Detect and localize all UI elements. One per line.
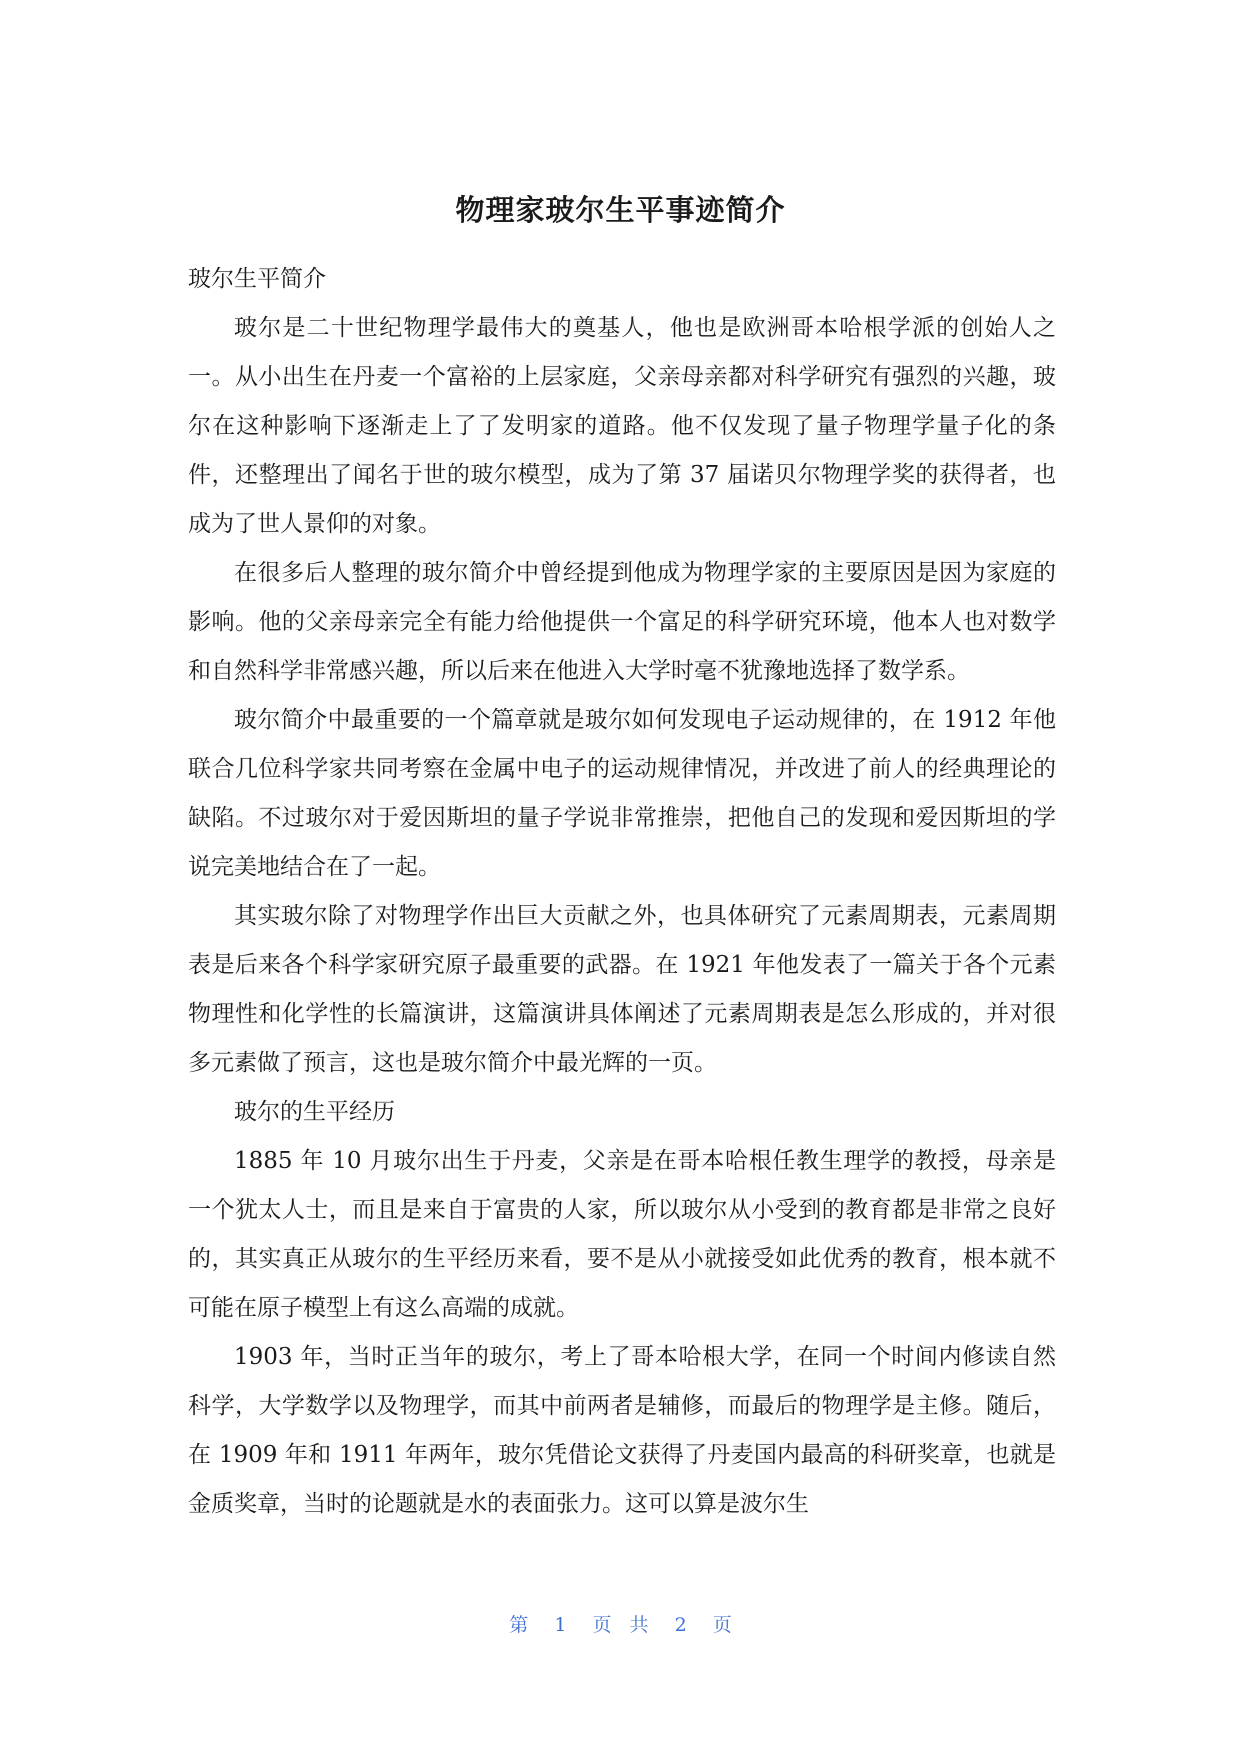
- page-title: 物理家玻尔生平事迹简介: [455, 193, 786, 227]
- paragraph: 1885 年 10 月玻尔出生于丹麦，父亲是在哥本哈根任教生理学的教授，母亲是一个犹太人士，而且是来自于富贵的人家，所以玻尔从小受到的教育都是非常之良好的，其实真正从玻尔的生平经历来看，要不是从小就接受如此优秀的教育，根本就不可能在原子模型上有这么高端的成就。: [188, 1148, 1056, 1321]
- section-heading: 玻尔生平简介: [188, 266, 326, 292]
- footer-middle: 页 共: [592, 1614, 649, 1636]
- paragraph: 其实玻尔除了对物理学作出巨大贡献之外，也具体研究了元素周期表，元素周期表是后来各个科学家研究原子最重要的武器。在 1921 年他发表了一篇关于各个元素物理性和化学性的长篇演讲，这篇演讲具体阐述了元素周期表是怎么形成的，并对很多元素做了预言，这也是玻尔简介中最光辉的一页。: [188, 903, 1056, 1076]
- document-body: [188, 255, 1056, 1529]
- footer-total-pages: 2: [674, 1614, 687, 1636]
- paragraph: 玻尔简介中最重要的一个篇章就是玻尔如何发现电子运动规律的，在 1912 年他联合几位科学家共同考察在金属中电子的运动规律情况，并改进了前人的经典理论的缺陷。不过玻尔对于爱因斯坦的量子学说非常推崇，把他自己的发现和爱因斯坦的学说完美地结合在了一起。: [188, 707, 1056, 880]
- footer-suffix: 页: [712, 1614, 732, 1636]
- section-heading: 玻尔的生平经历: [234, 1099, 395, 1125]
- paragraph: 玻尔是二十世纪物理学最伟大的奠基人，他也是欧洲哥本哈根学派的创始人之一。从小出生在丹麦一个富裕的上层家庭，父亲母亲都对科学研究有强烈的兴趣，玻尔在这种影响下逐渐走上了了发明家的道路。他不仅发现了量子物理学量子化的条件，还整理出了闻名于世的玻尔模型，成为了第 37 届诺贝尔物理学奖的获得者，也成为了世人景仰的对象。: [188, 315, 1056, 537]
- paragraph: 在很多后人整理的玻尔简介中曾经提到他成为物理学家的主要原因是因为家庭的影响。他的父亲母亲完全有能力给他提供一个富足的科学研究环境，他本人也对数学和自然科学非常感兴趣，所以后来在他进入大学时毫不犹豫地选择了数学系。: [188, 560, 1056, 684]
- footer-prefix: 第: [509, 1614, 529, 1636]
- paragraph: 1903 年，当时正当年的玻尔，考上了哥本哈根大学，在同一个时间内修读自然科学，大学数学以及物理学，而其中前两者是辅修，而最后的物理学是主修。随后，在 1909 年和 1911 年两年，玻尔凭借论文获得了丹麦国内最高的科研奖章，也就是金质奖章，当时的论题就是水的表面张力。这可以算是波尔生: [188, 1344, 1056, 1517]
- footer-page-number: 1: [554, 1614, 567, 1636]
- page-footer: [0, 1610, 1241, 1640]
